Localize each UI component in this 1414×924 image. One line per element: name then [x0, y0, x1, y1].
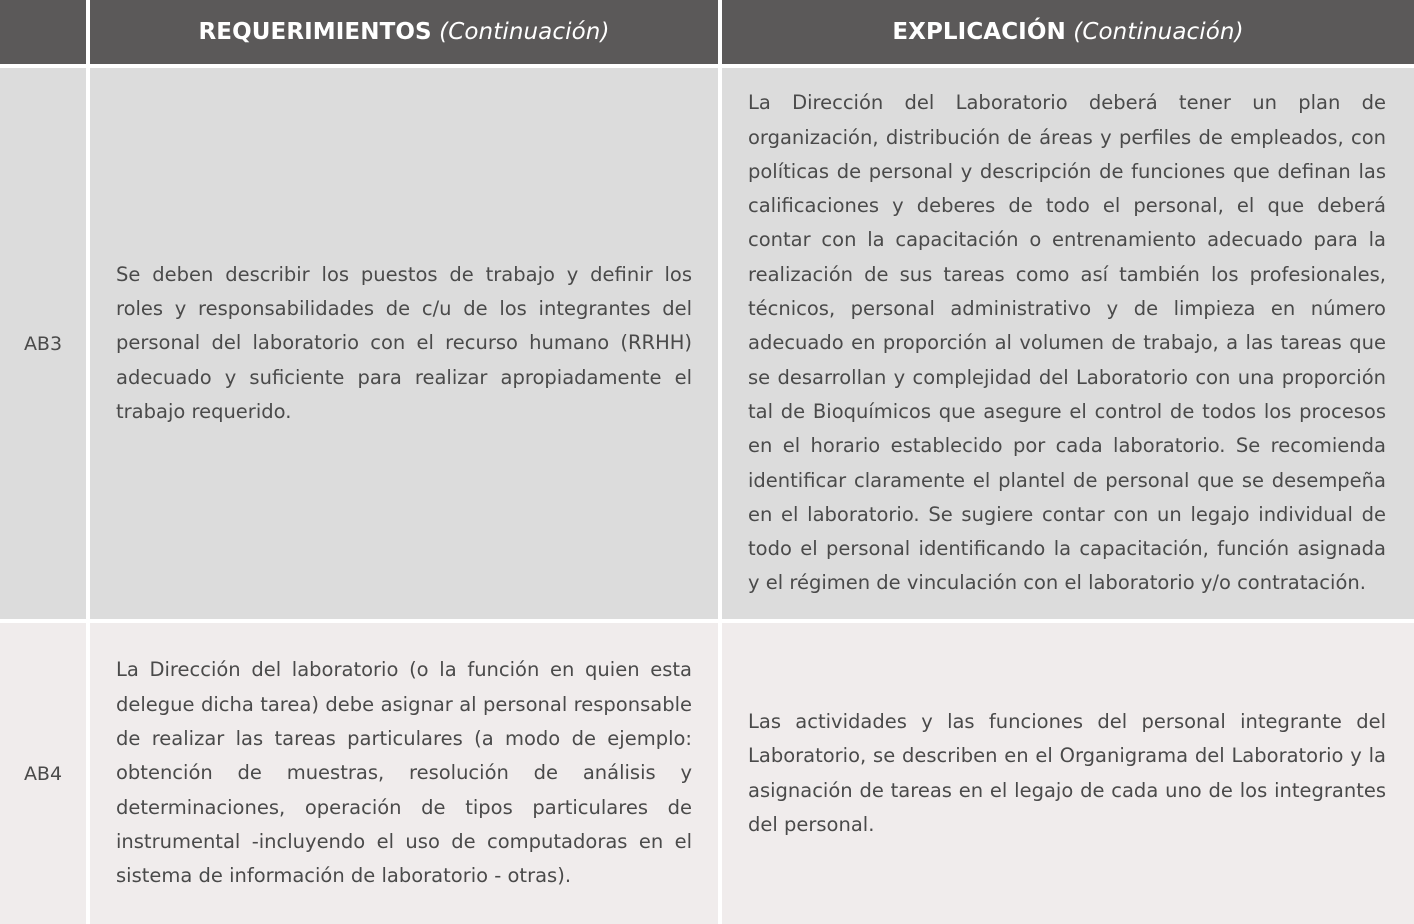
explanation-cell — [722, 68, 1414, 619]
requirement-cell — [90, 68, 718, 619]
explanation-cell — [722, 623, 1414, 924]
header-id-cell — [0, 0, 86, 64]
explanation-text: Las actividades y las funciones del personal integrante del Laboratorio, se describen en el Organigrama del Laboratorio y la asignación de tareas en el legajo de cada uno de los integrantes del personal. — [748, 709, 1386, 836]
requirement-text: La Dirección del laboratorio (o la función en quien esta delegue dicha tarea) debe asignar al personal responsable de realizar las tareas particulares (a modo de ejemplo: obtención de muestras, resolución de análisis y determinaciones, operación de tipos particulares de instrumental -incluyendo el uso de computadoras en el sistema de información de laboratorio - otras). — [116, 658, 692, 888]
header-requerimientos-note: (Continuación) — [439, 19, 610, 45]
row-id: AB3 — [0, 68, 86, 619]
requirement-text: Se deben describir los puestos de trabajo y definir los roles y responsabilidades de c/u de los integrantes del personal del laboratorio con el recurso humano (RRHH) adecuado y suficiente para realizar apropiadamente el trabajo requerido. — [116, 262, 692, 423]
header-requerimientos-title: REQUERIMIENTOS — [198, 19, 432, 45]
header-requerimientos — [90, 0, 718, 64]
header-explicacion-title: EXPLICACIÓN — [892, 19, 1066, 45]
requirement-cell — [90, 623, 718, 924]
table-row — [0, 68, 1414, 619]
table-row — [0, 623, 1414, 924]
row-id: AB4 — [0, 623, 86, 924]
header-explicacion-note: (Continuación) — [1073, 19, 1244, 45]
explanation-text: La Dirección del Laboratorio deberá tener un plan de organización, distribución de áreas y perfiles de empleados, con políticas de personal y descripción de funciones que definan las calificaciones y deberes de todo el personal, el que deberá contar con la capacitación o entrenamiento adecuado para la realización de sus tareas como así también los profesionales, técnicos, personal administrativo y de limpieza en número adecuado en proporción al volumen de trabajo, a las tareas que se desarrollan y complejidad del Laboratorio con una proporción tal de Bioquímicos que asegure el control de todos los procesos en el horario establecido por cada laboratorio. Se recomienda identificar claramente el plantel de personal que se desempeña en el laboratorio. Se sugiere contar con un legajo individual de todo el personal identificando la capacitación, función asignada y el régimen de vinculación con el laboratorio y/o contratación. — [748, 91, 1386, 595]
table-header — [0, 0, 1414, 64]
header-explicacion — [722, 0, 1414, 64]
